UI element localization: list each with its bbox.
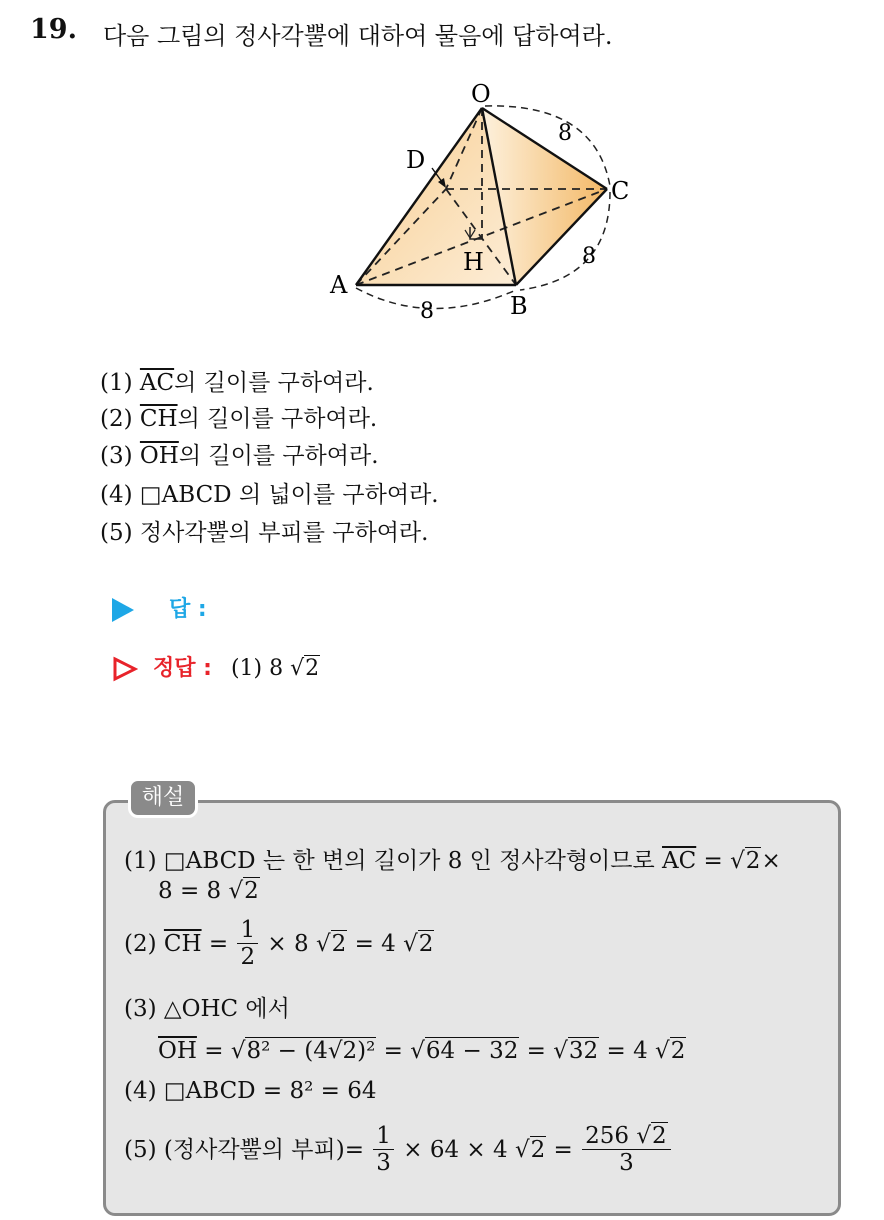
play-triangle-icon [112,598,134,622]
subquestion-3: (3) $\overline{OH}$의 길이를 구하여라. [100,443,379,469]
subquestion-1: (1) $\overline{AC}$의 길이를 구하여라. [100,370,374,396]
solution-line-5: (5) (정사각뿔의 부피)= $\frac{1}{3}$ × 64 × 4 √2 = $\frac{256 √2}{3}$ [124,1124,673,1178]
label-B: B [510,292,528,320]
answer-label: 답 : [169,597,207,622]
label-O: O [471,80,491,108]
answer-sqrt: √2 [290,656,320,681]
solution-line-1: (1) □ABCD 는 한 변의 길이가 8 인 정사각형이므로 $\overline{AC} = √2\times$ [124,848,781,874]
length-OC: 8 [558,121,572,146]
solution-line-3b: $\overline{OH} = √8^2 - (4√2)^2 = √64 - 32 = √32 = 4$ √2 [158,1038,686,1064]
solution-line-4: (4) □ABCD = 8² = 64 [124,1078,377,1104]
subquestion-4: (4) □ABCD 의 넓이를 구하여라. [100,482,439,508]
solution-tab: 해설 [128,778,198,818]
solution-line-2: (2) $\overline{CH}$ = $\frac{1}{2}$ × 8 √2 = 4 √2 [124,917,434,971]
subquestion-5: (5) 정사각뿔의 부피를 구하여라. [100,520,429,546]
answer-correct-row: 정답 : (1) 8 √2 [112,651,320,682]
outline-triangle-icon [112,656,138,682]
label-H: H [463,248,484,276]
pyramid-svg [320,78,660,328]
label-D: D [406,146,426,174]
length-BC: 8 [582,244,596,269]
answer-blank-row [112,592,207,623]
correct-label: 정답 : [153,656,212,681]
label-A: A [330,271,348,299]
label-C: C [611,177,630,205]
pyramid-figure [320,78,660,328]
question-text: 다음 그림의 정사각뿔에 대하여 물음에 답하여라. [103,22,613,50]
question-number: 19. [30,14,77,45]
length-AB: 8 [420,299,434,324]
subquestion-2: (2) $\overline{CH}$의 길이를 구하여라. [100,406,378,432]
solution-line-1b: 8 = 8 √2 [158,878,259,904]
solution-line-3: (3) △OHC 에서 [124,996,290,1022]
